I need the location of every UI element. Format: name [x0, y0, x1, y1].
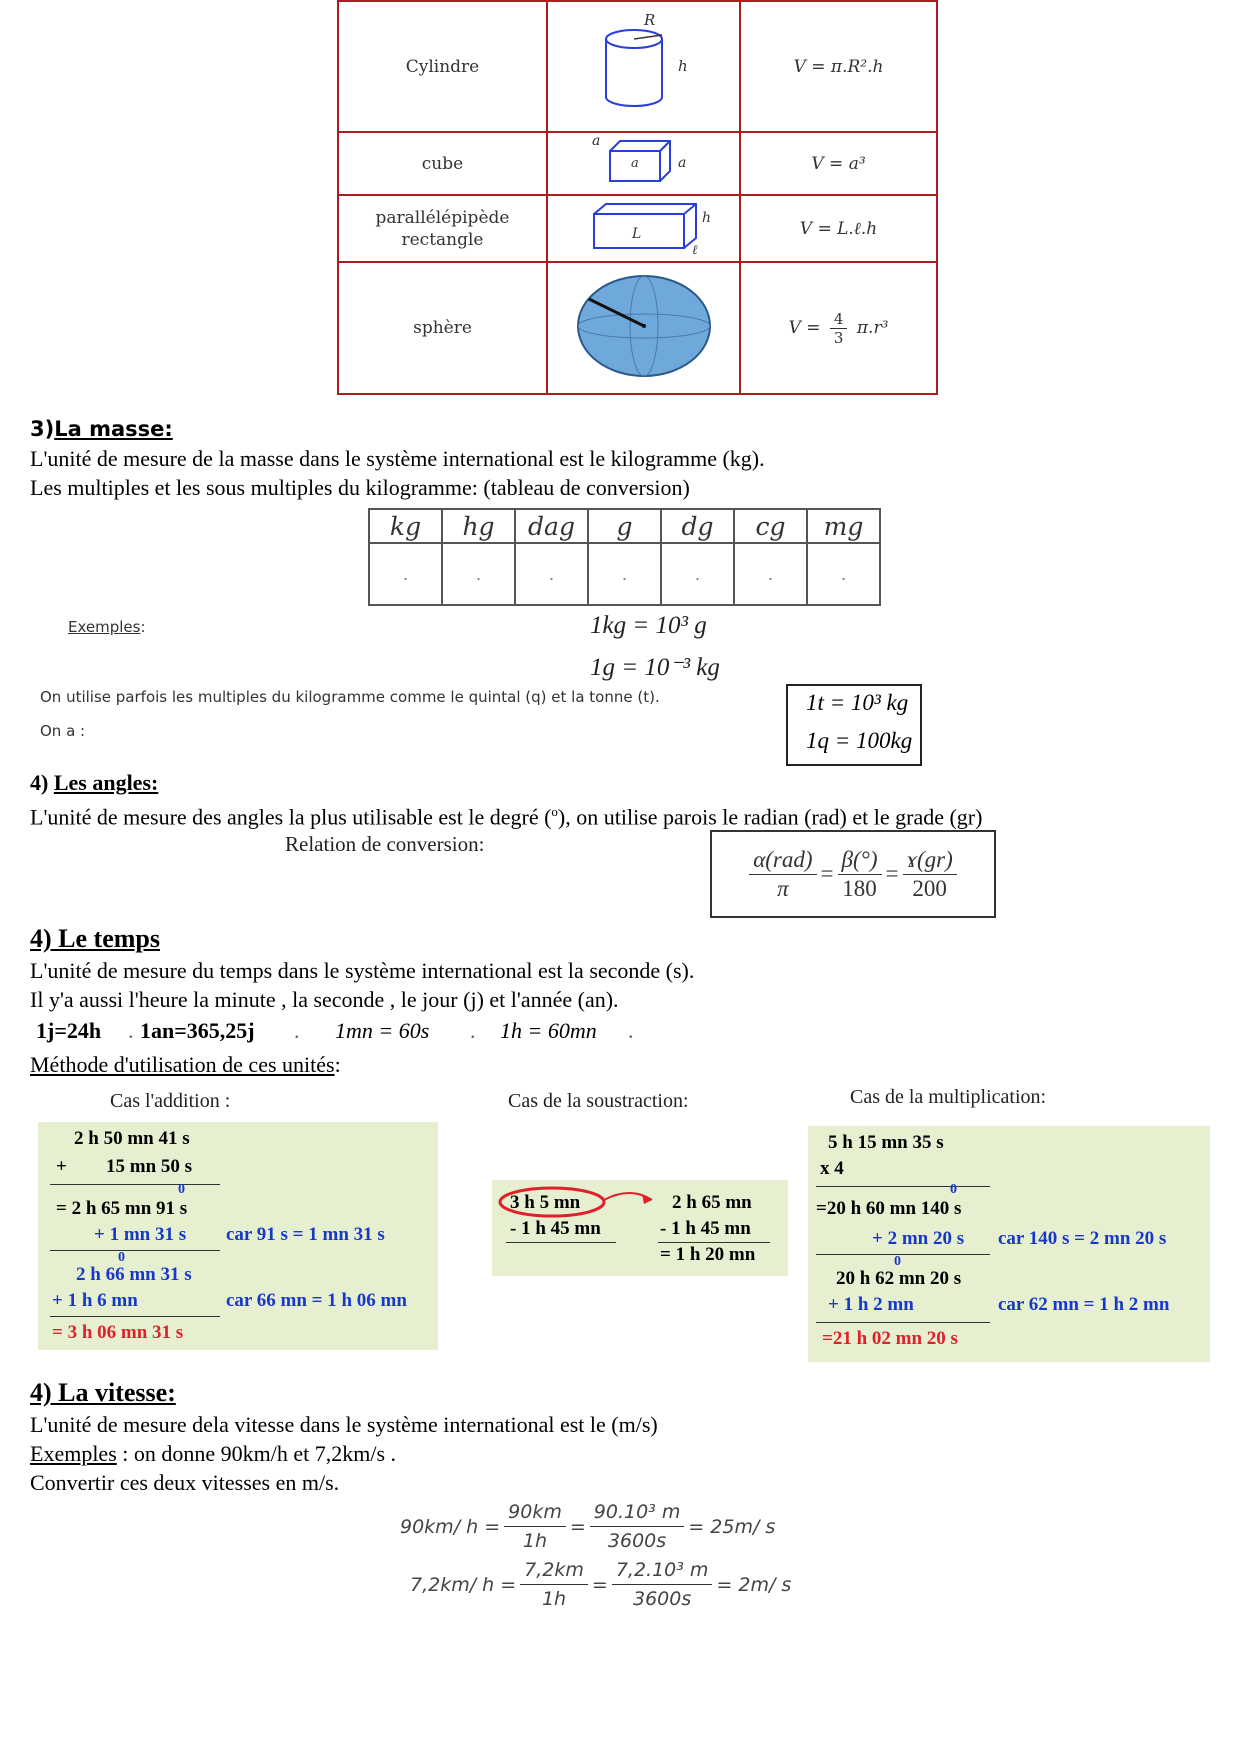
table-cell: . — [661, 543, 734, 605]
divider — [658, 1242, 770, 1243]
masse-line-2: Les multiples et les sous multiples du kilogramme: (tableau de conversion) — [30, 475, 690, 500]
rel-minute: 1mn = 60s — [335, 1018, 430, 1043]
add-line-6: + 1 h 6 mn — [52, 1290, 138, 1311]
add-line-2: 15 mn 50 s — [106, 1156, 193, 1177]
relation-label: Relation de conversion: — [285, 832, 485, 856]
add-line-4: + 1 mn 31 s — [94, 1224, 187, 1245]
angles-text-b: ), on utilise parois le radian (rad) et le grade (gr) — [557, 804, 983, 830]
add-carry-zero: 0 — [178, 1182, 185, 1197]
mul-line-4: + 2 mn 20 s — [872, 1228, 965, 1249]
volume-table — [337, 0, 938, 395]
unit-mg: mg — [807, 509, 880, 543]
angle-conversion-box: $\frac{\text{α(rad)}}{\pi}$ = $\frac{\beta(^\circ)}{180}$ = $\frac{\text{ɤ(gr)}}{200}$ — [710, 830, 996, 918]
add-carry-zero-2: 0 — [118, 1250, 125, 1265]
unit-g: g — [588, 509, 661, 543]
rel-hour: 1h = 60mn — [500, 1018, 597, 1043]
cuboid-length-label: L — [631, 226, 641, 242]
fraction-numerator: 90.10³ m — [590, 1498, 685, 1527]
unit-dg: dg — [661, 509, 734, 543]
sphere-figure — [547, 262, 740, 394]
conv1-fraction-1 — [504, 1498, 566, 1555]
fraction-denominator: π — [777, 875, 789, 901]
masse-heading — [30, 415, 173, 444]
divider — [50, 1316, 220, 1317]
conversion-1: 90km/ h = $\frac{90km}{1h}$ = $\frac{\text{90.10³ m}}{3600s}$ = 25m/ s — [400, 1498, 775, 1555]
table-row — [338, 1, 937, 132]
conv2-lhs: 7,2km/ h = — [410, 1573, 517, 1596]
separator: . — [470, 1018, 476, 1043]
cuboid-width-label: ℓ — [691, 243, 697, 256]
sphere-fraction — [830, 310, 848, 347]
fraction-denominator: 200 — [912, 875, 947, 901]
tonne-relation: 1t = 10³ kg — [806, 690, 909, 715]
angles-heading-title: Les angles: — [53, 770, 159, 795]
sub-result: = 1 h 20 mn — [660, 1244, 756, 1265]
table-row — [369, 509, 880, 543]
masse-heading-number: 3) — [30, 417, 55, 441]
add-op: + — [56, 1156, 67, 1177]
fraction-numerator: 4 — [830, 310, 848, 329]
conv1-fraction-2 — [590, 1498, 685, 1555]
add-result: = 3 h 06 mn 31 s — [52, 1322, 184, 1343]
add-line-5: 2 h 66 mn 31 s — [76, 1264, 192, 1285]
multiplication-title: Cas de la multiplication: — [850, 1086, 1047, 1108]
mass-conversion-table — [368, 508, 881, 606]
mul-line-3: =20 h 60 mn 140 s — [816, 1198, 962, 1219]
cube-icon — [584, 133, 704, 189]
cylinder-formula: V = π.R².h — [740, 1, 937, 132]
cube-figure — [547, 132, 740, 195]
separator: . — [128, 1018, 134, 1043]
divider — [816, 1322, 990, 1323]
conv2-fraction-1 — [520, 1556, 588, 1613]
table-cell: . — [369, 543, 442, 605]
divider — [506, 1242, 616, 1243]
methode-text: Méthode d'utilisation de ces unités — [30, 1052, 335, 1077]
masse-line-1: L'unité de mesure de la masse dans le système international est le kilogramme (kg). — [30, 446, 765, 471]
cube-formula: V = a³ — [740, 132, 937, 195]
angles-line-1 — [30, 797, 982, 831]
cylinder-icon — [584, 9, 704, 119]
divider — [50, 1184, 220, 1185]
masse-heading-title: La masse: — [54, 417, 173, 441]
table-cell: . — [807, 543, 880, 605]
table-cell: . — [734, 543, 807, 605]
conversion-2: 7,2km/ h = $\frac{7,2km}{1h}$ = $\frac{\text{7,2.10³ m}}{3600s}$ = 2m/ s — [410, 1556, 791, 1613]
divider — [816, 1186, 990, 1187]
angles-heading-number: 4) — [30, 770, 49, 795]
sub-line-a1: 3 h 5 mn — [510, 1192, 581, 1213]
vitesse-heading: 4) La vitesse: — [30, 1378, 176, 1407]
fraction-numerator: α(rad) — [749, 846, 816, 875]
angles-text-a: L'unité de mesure des angles la plus utilisable est le degré ( — [30, 804, 552, 830]
add-line-3: = 2 h 65 mn 91 s — [56, 1198, 188, 1219]
cube-inner-label: a — [630, 156, 639, 171]
mul-note-1: car 140 s = 2 mn 20 s — [998, 1228, 1167, 1249]
separator: . — [294, 1018, 300, 1043]
mul-note-2: car 62 mn = 1 h 2 mn — [998, 1294, 1170, 1315]
exemples-text: Exemples — [68, 618, 141, 636]
cuboid-formula: V = L.ℓ.h — [740, 195, 937, 262]
fraction-numerator: 90km — [504, 1498, 566, 1527]
fraction-denominator: 1h — [541, 1588, 567, 1610]
mul-line-5: 20 h 62 mn 20 s — [836, 1268, 962, 1289]
masse-note: On utilise parfois les multiples du kilogramme comme le quintal (q) et la tonne (t). — [40, 688, 660, 706]
table-row — [369, 543, 880, 605]
fraction-grad — [903, 846, 957, 903]
fraction-rad — [749, 846, 816, 903]
sphere-formula-suffix: π.r³ — [856, 317, 889, 338]
divider — [50, 1250, 220, 1251]
conv1-rhs: = 25m/ s — [688, 1515, 776, 1538]
fraction-denominator: 180 — [842, 875, 877, 901]
vitesse-line-1: L'unité de mesure dela vitesse dans le système international est le (m/s) — [30, 1412, 658, 1437]
mul-line-2: x 4 — [820, 1158, 844, 1179]
shape-name: cube — [338, 132, 547, 195]
conv1-lhs: 90km/ h = — [400, 1515, 501, 1538]
example-kg-to-g: 1kg = 10³ g — [590, 612, 707, 639]
sub-line-a2: - 1 h 45 mn — [510, 1218, 601, 1239]
cylinder-height-label: h — [677, 57, 688, 75]
sub-line-b2: - 1 h 45 mn — [660, 1218, 751, 1239]
angles-heading — [30, 768, 158, 797]
shape-name: sphère — [338, 262, 547, 394]
sphere-formula — [740, 262, 937, 394]
tonne-quintal-box — [786, 684, 922, 766]
cylinder-radius-label: R — [643, 11, 655, 29]
shape-name: parallélépipède rectangle — [338, 195, 547, 262]
conv2-rhs: = 2m/ s — [716, 1573, 792, 1596]
divider — [816, 1254, 990, 1255]
conv2-fraction-2 — [612, 1556, 713, 1613]
sphere-icon — [569, 271, 719, 381]
quintal-relation: 1q = 100kg — [806, 728, 913, 753]
methode-colon: : — [334, 1052, 341, 1077]
fraction-numerator: ɤ(gr) — [903, 846, 957, 875]
on-a-label: On a : — [40, 722, 86, 740]
add-note-1: car 91 s = 1 mn 31 s — [226, 1224, 385, 1245]
methode-line — [30, 1050, 341, 1079]
vitesse-line-3: Convertir ces deux vitesses en m/s. — [30, 1470, 340, 1495]
cuboid-height-label: h — [701, 210, 711, 226]
add-note-2: car 66 mn = 1 h 06 mn — [226, 1290, 407, 1311]
example-g-to-kg: 1g = 10⁻³ kg — [590, 654, 720, 681]
separator: . — [628, 1018, 634, 1043]
table-row — [338, 132, 937, 195]
temps-heading: 4) Le temps — [30, 924, 160, 953]
fraction-deg — [838, 846, 882, 903]
rel-day: 1j=24h — [36, 1018, 102, 1043]
unit-cg: cg — [734, 509, 807, 543]
soustraction-title: Cas de la soustraction: — [508, 1090, 689, 1112]
unit-dag: dag — [515, 509, 588, 543]
rel-year: 1an=365,25j — [140, 1018, 255, 1043]
mul-carry-zero: 0 — [950, 1182, 957, 1197]
cuboid-icon — [574, 196, 714, 256]
unit-kg: kg — [369, 509, 442, 543]
cube-side-label: a — [677, 155, 686, 171]
mul-line-1: 5 h 15 mn 35 s — [828, 1132, 944, 1153]
add-line-1: 2 h 50 mn 41 s — [74, 1128, 190, 1149]
vitesse-exemples-text: : on donne 90km/h et 7,2km/s . — [116, 1441, 397, 1466]
soustraction-panel — [492, 1180, 788, 1276]
vitesse-line-2 — [30, 1439, 396, 1468]
table-cell: . — [442, 543, 515, 605]
unit-hg: hg — [442, 509, 515, 543]
cuboid-figure — [547, 195, 740, 262]
mul-carry-zero-2: 0 — [894, 1254, 901, 1269]
fraction-numerator: 7,2.10³ m — [612, 1556, 713, 1585]
fraction-denominator: 3600s — [607, 1530, 667, 1552]
table-row — [338, 262, 937, 394]
fraction-denominator: 3 — [833, 328, 844, 347]
mul-line-6: + 1 h 2 mn — [828, 1294, 914, 1315]
table-cell: . — [515, 543, 588, 605]
multiplication-panel — [808, 1126, 1210, 1362]
cube-top-label: a — [591, 133, 600, 149]
degree-sup: o — [551, 804, 558, 819]
sub-line-b1: 2 h 65 mn — [672, 1192, 752, 1213]
sphere-formula-prefix: V = — [788, 317, 821, 338]
addition-panel — [38, 1122, 438, 1350]
vitesse-exemples-label: Exemples — [30, 1441, 117, 1466]
temps-line-2: Il y'a aussi l'heure la minute , la seconde , le jour (j) et l'année (an). — [30, 987, 619, 1012]
table-row — [338, 195, 937, 262]
addition-title: Cas l'addition : — [110, 1090, 231, 1112]
exemples-label: Exemples: — [68, 618, 146, 636]
fraction-numerator: β(°) — [838, 846, 882, 875]
mul-result: =21 h 02 mn 20 s — [822, 1328, 958, 1349]
fraction-numerator: 7,2km — [520, 1556, 588, 1585]
fraction-denominator: 3600s — [633, 1588, 692, 1610]
temps-line-1: L'unité de mesure du temps dans le système international est la seconde (s). — [30, 958, 695, 983]
fraction-denominator: 1h — [522, 1530, 548, 1552]
table-cell: . — [588, 543, 661, 605]
cylinder-figure — [547, 1, 740, 132]
shape-name: Cylindre — [338, 1, 547, 132]
